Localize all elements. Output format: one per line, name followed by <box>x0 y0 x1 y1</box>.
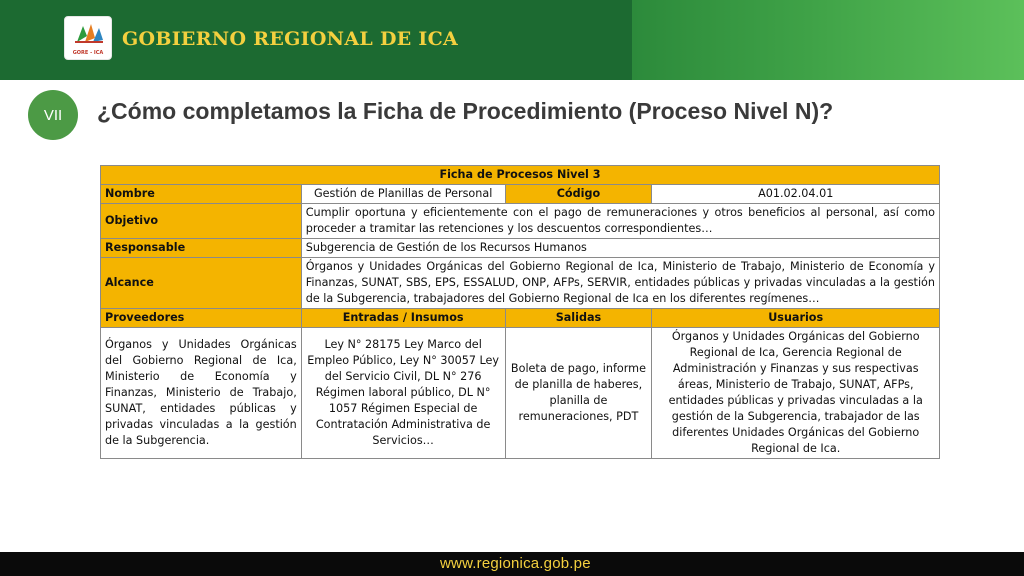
header-light-band <box>632 0 1024 80</box>
alcance-label: Alcance <box>101 258 302 309</box>
table-row <box>101 258 940 309</box>
codigo-value: A01.02.04.01 <box>652 185 940 204</box>
slide-title: ¿Cómo completamos la Ficha de Procedimiento (Proceso Nivel N)? <box>97 98 834 124</box>
objetivo-value: Cumplir oportuna y eficientemente con el pago de remuneraciones y otros beneficios al personal, así como proceder a tramitar las retenciones y los descuentos correspondientes… <box>301 204 939 239</box>
nombre-label: Nombre <box>101 185 302 204</box>
alcance-value: Órganos y Unidades Orgánicas del Gobierno Regional de Ica, Ministerio de Trabajo, Ministerio de Economía y Finanzas, SUNAT, SBS, EPS, ESSALUD, ONP, AFPs, SERVIR, entidades públicas y privadas vinculadas a la gestión de la Subgerencia, trabajadores del Gobierno Regional de Ica en los diferentes regímenes… <box>301 258 939 309</box>
responsable-label: Responsable <box>101 239 302 258</box>
column-header-proveedores: Proveedores <box>101 309 302 328</box>
table-row <box>101 166 940 185</box>
nombre-value: Gestión de Planillas de Personal <box>301 185 505 204</box>
usuarios-value: Órganos y Unidades Orgánicas del Gobierno Regional de Ica, Gerencia Regional de Administración y Finanzas y sus respectivas áreas, Ministerio de Trabajo, SUNAT, AFPs, entidades públicas y privadas vinculadas a la gestión de la Subgerencia, trabajador de las diferentes Unidades Orgánicas del Gobierno Regional de Ica. <box>652 328 940 459</box>
entradas-value: Ley N° 28175 Ley Marco del Empleo Público, Ley N° 30057 Ley del Servicio Civil, DL N° 276 Régimen laboral público, DL N° 1057 Régimen Especial de Contratación Administrativa de Servicios… <box>301 328 505 459</box>
header-bar <box>0 0 1024 80</box>
logo-emblem-icon <box>73 22 105 44</box>
organization-name: GOBIERNO REGIONAL DE ICA <box>122 28 459 50</box>
website-link[interactable]: www.regionica.gob.pe <box>440 555 591 572</box>
logo-text: GORE - ICA <box>72 50 104 56</box>
table-row <box>101 309 940 328</box>
section-number-badge: VII <box>28 90 78 140</box>
table-row <box>101 328 940 459</box>
proveedores-value: Órganos y Unidades Orgánicas del Gobierno Regional de Ica, Ministerio de Economía y Finanzas, Ministerio de Trabajo, SUNAT, entidades públicas y privadas vinculadas a la gestión de la Subgerencia. <box>101 328 302 459</box>
responsable-value: Subgerencia de Gestión de los Recursos Humanos <box>301 239 939 258</box>
footer-bar <box>0 552 1024 576</box>
table-row <box>101 239 940 258</box>
salidas-value: Boleta de pago, informe de planilla de haberes, planilla de remuneraciones, PDT <box>505 328 652 459</box>
codigo-label: Código <box>505 185 652 204</box>
process-sheet-table <box>100 165 940 459</box>
column-header-usuarios: Usuarios <box>652 309 940 328</box>
table-heading: Ficha de Procesos Nivel 3 <box>101 166 940 185</box>
objetivo-label: Objetivo <box>101 204 302 239</box>
table-row <box>101 185 940 204</box>
column-header-salidas: Salidas <box>505 309 652 328</box>
table-row <box>101 204 940 239</box>
column-header-entradas: Entradas / Insumos <box>301 309 505 328</box>
gore-ica-logo <box>64 16 112 60</box>
